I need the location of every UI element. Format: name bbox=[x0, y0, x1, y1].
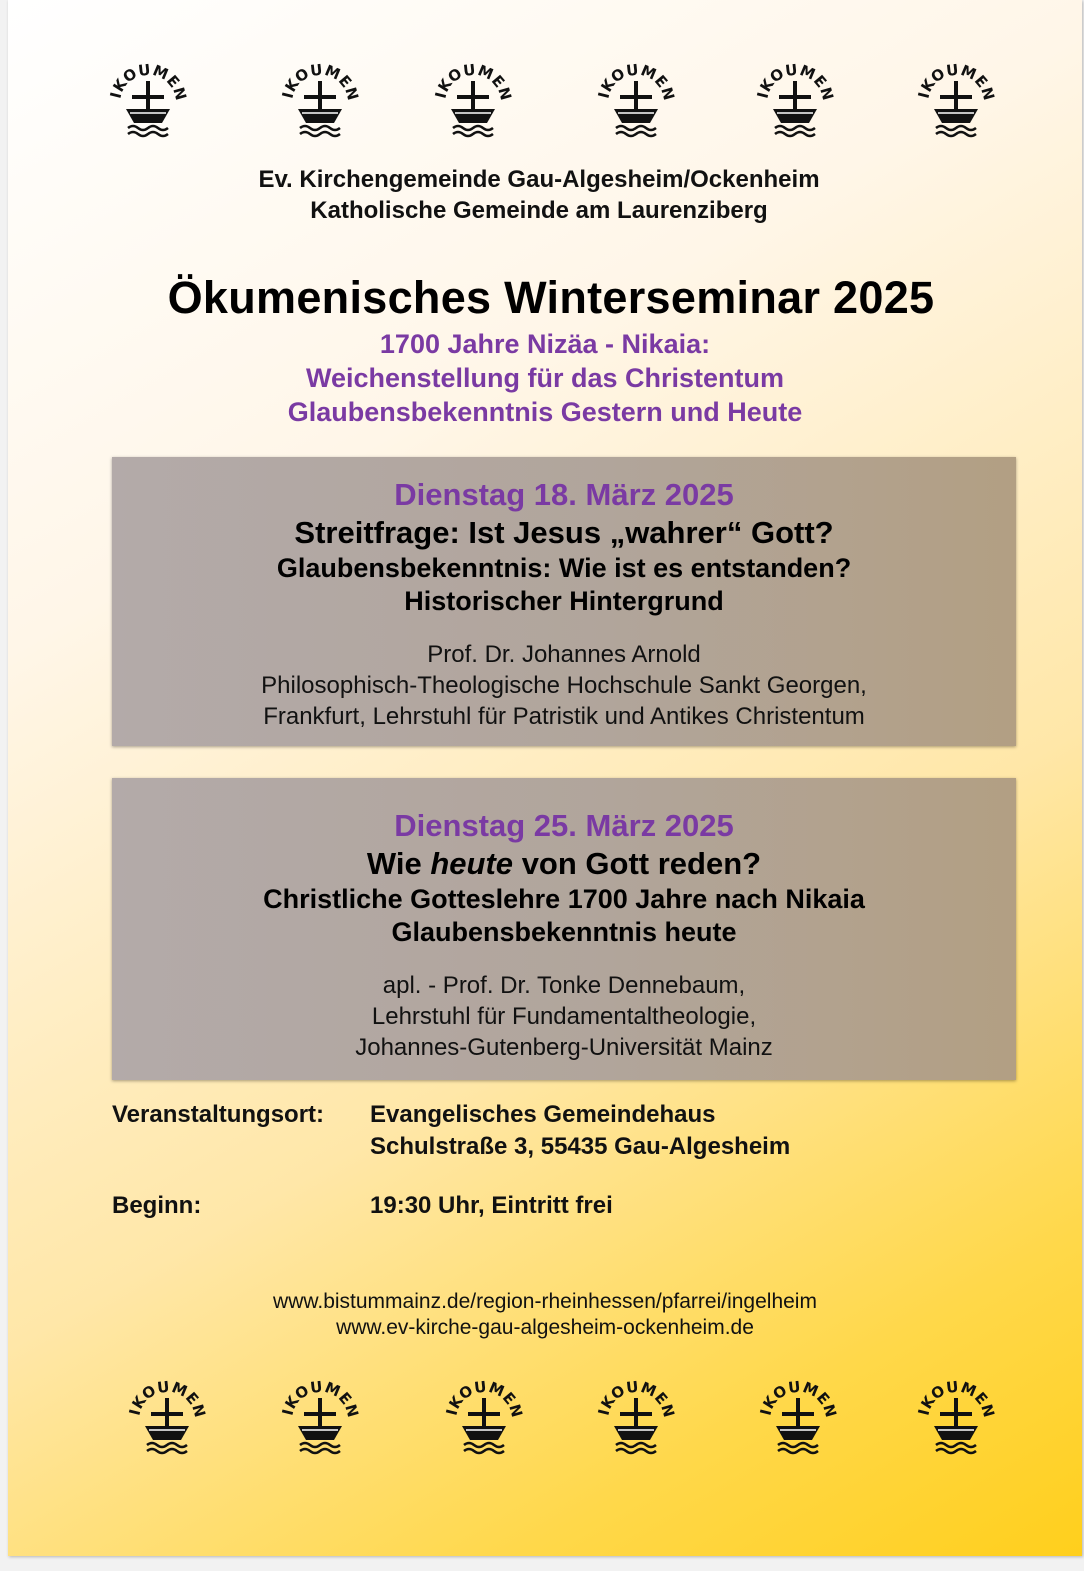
speaker-affiliation-2: Frankfurt, Lehrstuhl für Patristik und Antikes Christentum bbox=[263, 703, 865, 730]
speaker-affiliation-1: Lehrstuhl für Fundamentaltheologie, bbox=[371, 1003, 757, 1030]
website-link-ev-kirche: www.ev-kirche-gau-algesheim-ockenheim.de bbox=[336, 1316, 754, 1339]
oikoumene-logo-icon bbox=[596, 63, 676, 143]
speaker-name: apl. - Prof. Dr. Tonke Dennebaum, bbox=[382, 972, 746, 999]
oikoumene-logo-icon bbox=[758, 1380, 838, 1460]
page-title: Ökumenisches Winterseminar 2025 bbox=[167, 272, 935, 323]
event-speaker bbox=[112, 639, 1016, 732]
event-topic bbox=[112, 846, 1016, 882]
venue-line-1: Evangelisches Gemeindehaus bbox=[370, 1101, 716, 1128]
venue-label: Veranstaltungsort: bbox=[112, 1101, 325, 1128]
event-date: Dienstag 25. März 2025 bbox=[394, 808, 734, 843]
event-subtopic-2: Historischer Hintergrund bbox=[404, 586, 724, 616]
event-box-1 bbox=[112, 457, 1016, 746]
oikoumene-logo-icon bbox=[280, 1380, 360, 1460]
logo-row-top bbox=[8, 63, 1082, 143]
event-date: Dienstag 18. März 2025 bbox=[394, 477, 734, 512]
speaker-name: Prof. Dr. Johannes Arnold bbox=[427, 641, 701, 668]
oikoumene-logo-icon bbox=[127, 1380, 207, 1460]
oikoumene-logo-icon bbox=[433, 63, 513, 143]
website-links bbox=[8, 1289, 1082, 1341]
oikoumene-logo-icon bbox=[755, 63, 835, 143]
host-catholic: Katholische Gemeinde am Laurenziberg bbox=[310, 197, 768, 224]
event-speaker bbox=[112, 970, 1016, 1063]
speaker-affiliation-1: Philosophisch-Theologische Hochschule Sankt Georgen, bbox=[261, 672, 867, 699]
oikoumene-logo-icon bbox=[444, 1380, 524, 1460]
event-subtopic-1: Glaubensbekenntnis: Wie ist es entstanden? bbox=[276, 553, 852, 583]
event-topic-emphasis: heute bbox=[430, 846, 514, 881]
oikoumene-logo-icon bbox=[596, 1380, 676, 1460]
venue-line-2: Schulstraße 3, 55435 Gau-Algesheim bbox=[370, 1133, 791, 1160]
oikoumene-logo-icon bbox=[916, 1380, 996, 1460]
hosts bbox=[8, 164, 1076, 226]
start-label: Beginn: bbox=[112, 1192, 202, 1219]
oikoumene-logo-icon bbox=[280, 63, 360, 143]
subtitle-line-1: 1700 Jahre Nizäa - Nikaia: bbox=[379, 329, 711, 359]
event-topic-part-2: von Gott reden? bbox=[521, 846, 762, 881]
event-subtopic-2: Glaubensbekenntnis heute bbox=[391, 917, 737, 947]
subtitle-line-3: Glaubensbekenntnis Gestern und Heute bbox=[287, 397, 803, 427]
oikoumene-logo-icon bbox=[108, 63, 188, 143]
event-topic-part-1: Wie bbox=[366, 846, 422, 881]
host-evangelical: Ev. Kirchengemeinde Gau-Algesheim/Ockenheim bbox=[258, 166, 820, 193]
event-topic: Streitfrage: Ist Jesus „wahrer“ Gott? bbox=[294, 515, 834, 550]
event-subtopic-1: Christliche Gotteslehre 1700 Jahre nach Nikaia bbox=[263, 884, 865, 914]
subtitle-line-2: Weichenstellung für das Christentum bbox=[305, 363, 785, 393]
speaker-affiliation-2: Johannes-Gutenberg-Universität Mainz bbox=[355, 1034, 773, 1061]
logo-row-bottom bbox=[8, 1380, 1082, 1460]
event-box-2 bbox=[112, 778, 1016, 1080]
oikoumene-logo-icon bbox=[916, 63, 996, 143]
website-link-bistum: www.bistummainz.de/region-rheinhessen/pfarrei/ingelheim bbox=[273, 1290, 817, 1313]
start-value: 19:30 Uhr, Eintritt frei bbox=[370, 1192, 613, 1219]
flyer-page bbox=[8, 0, 1082, 1556]
subtitle bbox=[8, 327, 1082, 429]
